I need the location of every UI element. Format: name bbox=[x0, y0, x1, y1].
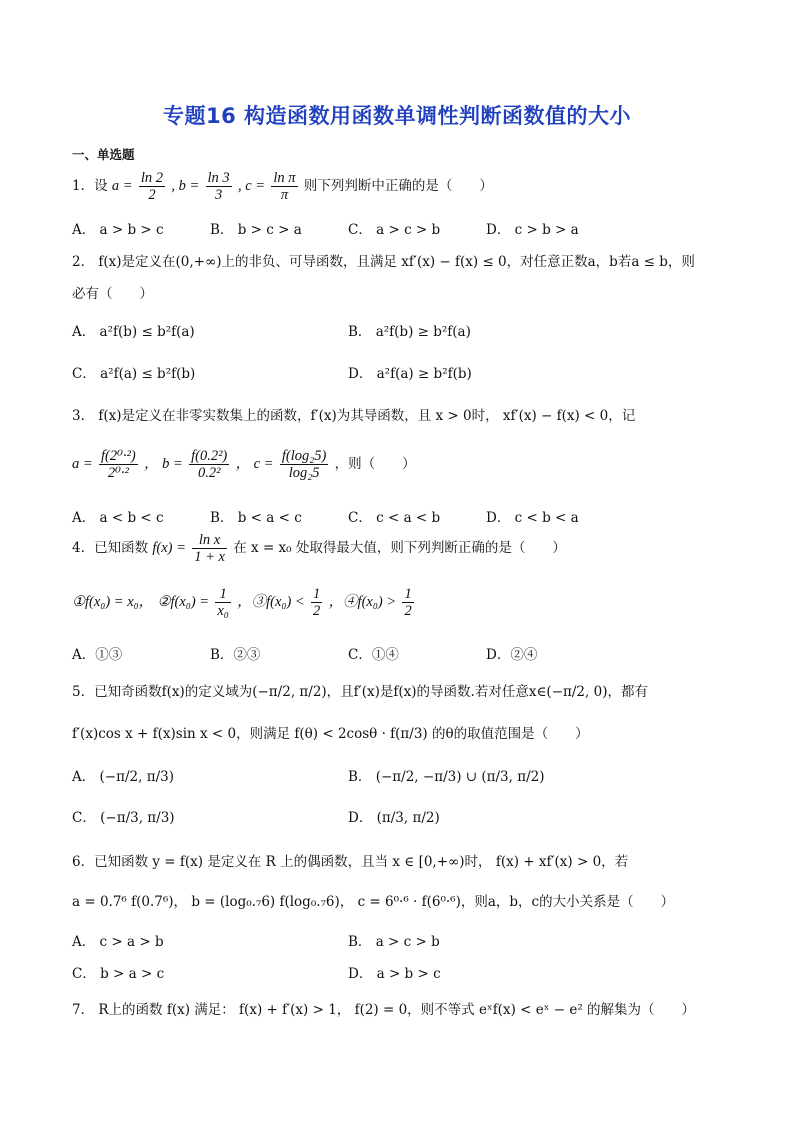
q3-option-c: C． c < a < b bbox=[348, 510, 441, 526]
q1-c-num: ln π bbox=[273, 170, 296, 186]
q1-a-den: 2 bbox=[148, 187, 156, 203]
q6-line-2: a = 0.7⁶ f(0.7⁶)， b = (log₀.₇6) f(log₀.₇6)， c = 6⁰·⁶ · f(6⁰·⁶)，则a，b，c的大小关系是（ ） bbox=[72, 894, 675, 910]
q3-a-fraction bbox=[99, 448, 138, 481]
q4-statement-2-lhs: ②f(x₀) = bbox=[157, 594, 210, 610]
q5-option-a: A． (−π/2, π/3) bbox=[72, 769, 174, 785]
q1-a-lhs: a = bbox=[111, 178, 133, 194]
q4-s4-den: 2 bbox=[404, 603, 412, 619]
q4-stem-start: 4．已知函数 bbox=[72, 540, 149, 556]
q4-line-1 bbox=[72, 532, 566, 565]
q3-b-den: 0.2² bbox=[197, 465, 221, 481]
q4-option-a: A．①③ bbox=[72, 647, 123, 663]
q2-option-a: A． a²f(b) ≤ b²f(a) bbox=[72, 324, 195, 340]
q5-line-1: 5．已知奇函数f(x)的定义域为(−π/2, π/2)，且f′(x)是f(x)的导函数.若对任意x∈(−π/2, 0)，都有 bbox=[72, 684, 648, 700]
q1-option-d: D． c > b > a bbox=[486, 222, 579, 238]
q4-statement-4-fraction bbox=[402, 586, 413, 619]
question-1-stem bbox=[72, 170, 493, 203]
q6-line-1: 6．已知函数 y = f(x) 是定义在 R 上的偶函数，且当 x ∈ [0,+∞)时， f(x) + xf′(x) > 0，若 bbox=[72, 854, 629, 870]
q3-line-1: 3． f(x)是定义在非零实数集上的函数，f′(x)为其导函数，且 x > 0时， xf′(x) − f(x) < 0，记 bbox=[72, 408, 636, 424]
q3-b-fraction bbox=[189, 448, 229, 481]
q1-option-a: A． a > b > c bbox=[72, 222, 164, 238]
q3-b-lhs: ， b = bbox=[144, 456, 183, 472]
q4-option-c: C．①④ bbox=[348, 647, 399, 663]
q1-b-num: ln 3 bbox=[207, 170, 230, 186]
q4-statement-1: ①f(x₀) = x₀， bbox=[72, 594, 154, 610]
q6-option-a: A． c > a > b bbox=[72, 934, 164, 950]
q4-s2-num: 1 bbox=[215, 586, 230, 603]
q7-line-1: 7． R上的函数 f(x) 满足： f(x) + f′(x) > 1， f(2) = 0，则不等式 eˣf(x) < eˣ − e² 的解集为（ ） bbox=[72, 1002, 696, 1018]
q2-option-b: B． a²f(b) ≥ b²f(a) bbox=[348, 324, 471, 340]
q6-option-d: D． a > b > c bbox=[348, 966, 441, 982]
q3-tail: ，则（ ） bbox=[334, 456, 416, 472]
q4-s4-num: 1 bbox=[404, 586, 412, 602]
q3-c-den: log₂5 bbox=[288, 465, 320, 481]
q4-s2-den: x₀ bbox=[217, 603, 229, 619]
q2-line-2: 必有（ ） bbox=[72, 286, 153, 302]
q3-c-fraction bbox=[280, 448, 329, 481]
q4-f-fraction bbox=[192, 532, 227, 565]
q3-b-num: f(0.2²) bbox=[191, 448, 228, 464]
q4-statement-4-lhs: ，④f(x₀) > bbox=[328, 594, 397, 610]
q6-option-b: B． a > c > b bbox=[348, 934, 440, 950]
q3-line-2 bbox=[72, 448, 416, 481]
q2-option-d: D． a²f(a) ≥ b²f(b) bbox=[348, 366, 472, 382]
q1-a-fraction bbox=[139, 170, 165, 203]
q4-f-den: 1 + x bbox=[194, 549, 225, 565]
q4-option-b: B．②③ bbox=[210, 647, 261, 663]
q5-option-d: D． (π/3, π/2) bbox=[348, 810, 440, 826]
q4-option-d: D．②④ bbox=[486, 647, 538, 663]
section-heading: 一、单选题 bbox=[72, 147, 135, 162]
q5-option-c: C． (−π/3, π/3) bbox=[72, 810, 175, 826]
q3-a-lhs: a = bbox=[72, 456, 93, 472]
q3-option-b: B． b < a < c bbox=[210, 510, 302, 526]
q4-statement-3-fraction bbox=[311, 586, 322, 619]
q1-stem-end: 则下列判断中正确的是（ ） bbox=[303, 178, 493, 194]
q4-stem-end: 在 x = x₀ 处取得最大值，则下列判断正确的是（ ） bbox=[233, 540, 566, 556]
q4-statement-2-fraction bbox=[215, 586, 230, 619]
q1-option-b: B． b > c > a bbox=[210, 222, 302, 238]
page-title: 专题16 构造函数用函数单调性判断函数值的大小 bbox=[162, 104, 632, 128]
q6-option-c: C． b > a > c bbox=[72, 966, 165, 982]
q1-option-c: C． a > c > b bbox=[348, 222, 441, 238]
q4-line-2 bbox=[72, 586, 416, 619]
q1-b-lhs: , b = bbox=[171, 178, 200, 194]
q5-line-2: f′(x)cos x + f(x)sin x < 0，则满足 f(θ) < 2cosθ · f(π/3) 的θ的取值范围是（ ） bbox=[72, 726, 589, 742]
q3-a-num: f(2⁰·²) bbox=[100, 448, 136, 464]
q3-option-a: A． a < b < c bbox=[72, 510, 164, 526]
q3-option-d: D． c < b < a bbox=[486, 510, 579, 526]
q4-s3-den: 2 bbox=[313, 603, 321, 619]
q1-c-den: π bbox=[280, 187, 289, 203]
q3-c-num: f(log₂5) bbox=[281, 448, 327, 464]
q1-b-den: 3 bbox=[214, 187, 223, 203]
q4-s3-num: 1 bbox=[313, 586, 321, 602]
q1-c-lhs: , c = bbox=[237, 178, 266, 194]
q1-c-fraction bbox=[271, 170, 297, 203]
q1-b-fraction bbox=[206, 170, 232, 203]
q3-c-lhs: ， c = bbox=[235, 456, 274, 472]
q4-statement-3-lhs: ，③f(x₀) < bbox=[237, 594, 305, 610]
q1-stem-start: 1．设 bbox=[72, 178, 108, 194]
q2-line-1: 2． f(x)是定义在(0,+∞)上的非负、可导函数，且满足 xf′(x) − f(x) ≤ 0，对任意正数a，b若a ≤ b，则 bbox=[72, 254, 695, 270]
q1-a-num: ln 2 bbox=[140, 170, 164, 186]
q4-f-num: ln x bbox=[192, 532, 227, 549]
q4-f-lhs: f(x) = bbox=[152, 540, 186, 556]
q5-option-b: B． (−π/2, −π/3) ∪ (π/3, π/2) bbox=[348, 769, 545, 785]
q3-a-den: 2⁰·² bbox=[107, 465, 129, 481]
q2-option-c: C． a²f(a) ≤ b²f(b) bbox=[72, 366, 196, 382]
